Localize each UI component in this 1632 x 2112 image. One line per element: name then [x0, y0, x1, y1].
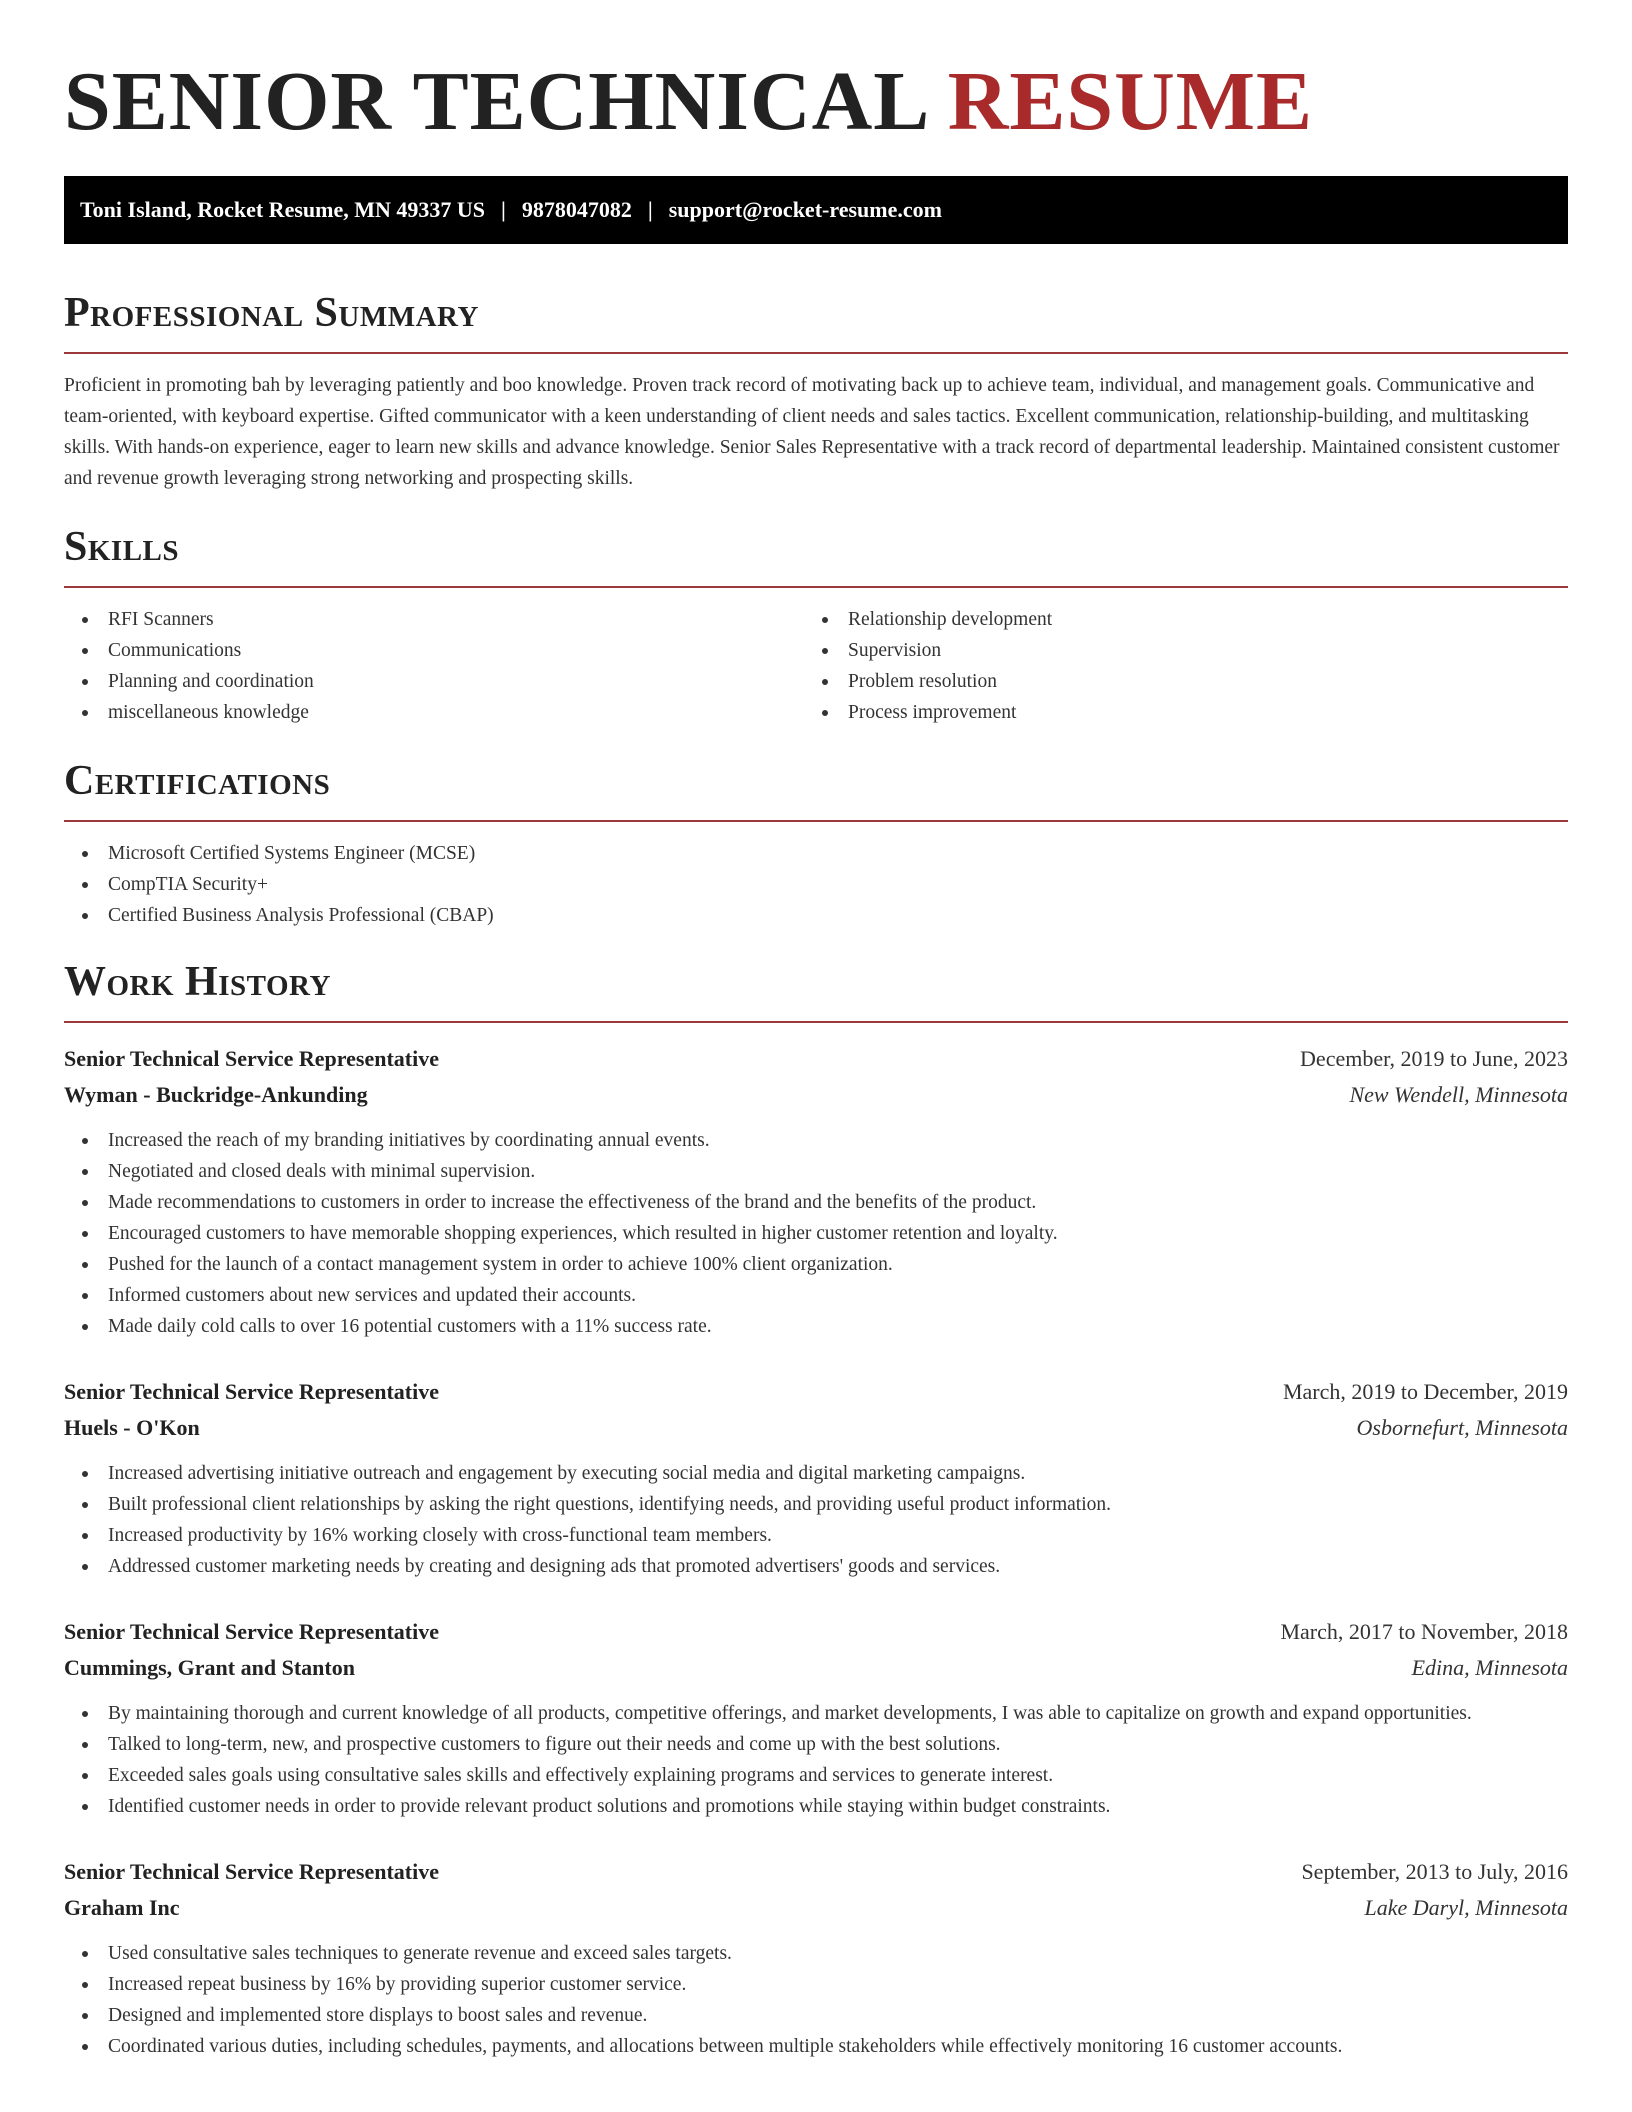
job-dates: September, 2013 to July, 2016: [1301, 1859, 1568, 1884]
job-header-row: [64, 1374, 1568, 1410]
summary-section: [64, 288, 1568, 494]
job-bullet: Exceeded sales goals using consultative sales skills and effectively explaining programs and services to generate interest.: [64, 1760, 1568, 1791]
resume-title: [64, 52, 1568, 152]
job-dates: March, 2019 to December, 2019: [1282, 1379, 1568, 1404]
certifications-section: [64, 756, 1568, 931]
contact-separator: |: [647, 197, 653, 222]
skills-heading: Skills: [64, 524, 180, 570]
job-location: Lake Daryl, Minnesota: [1364, 1895, 1568, 1920]
job-bullet: Negotiated and closed deals with minimal supervision.: [64, 1156, 1568, 1187]
job-bullet: Identified customer needs in order to provide relevant product solutions and promotions while staying within budget constraints.: [64, 1791, 1568, 1822]
certifications-list: [64, 838, 1568, 931]
job-company-row: [64, 1077, 1568, 1113]
job-bullet: Designed and implemented store displays to boost sales and revenue.: [64, 2000, 1568, 2031]
job-bullet: Increased productivity by 16% working closely with cross-functional team members.: [64, 1520, 1568, 1551]
skill-item: Supervision: [804, 635, 1544, 666]
title-main: SENIOR TECHNICAL: [64, 55, 926, 148]
job-dates: March, 2017 to November, 2018: [1280, 1619, 1568, 1644]
contact-separator: |: [501, 197, 506, 222]
job-bullet: Increased the reach of my branding initiatives by coordinating annual events.: [64, 1125, 1568, 1156]
job-title: Senior Technical Service Representative: [64, 1859, 439, 1884]
job-location: Osbornefurt, Minnesota: [1356, 1415, 1568, 1440]
job-bullets: [64, 1125, 1568, 1342]
job-bullets: [64, 1458, 1568, 1582]
job-bullet: Coordinated various duties, including schedules, payments, and allocations between multiple stakeholders while effectively monitoring 16 customer accounts.: [64, 2031, 1568, 2062]
job-bullet: Made daily cold calls to over 16 potential customers with a 11% success rate.: [64, 1311, 1568, 1342]
summary-text: Proficient in promoting bah by leveraging patiently and boo knowledge. Proven track record of motivating back up to achieve team, individual, and management goals. Communicative and team-oriented, with keyboard expertise. Gifted communicator with a keen understanding of client needs and sales tactics. Excellent communication, relationship-building, and multitasking skills. With hands-on experience, eager to learn new skills and advance knowledge. Senior Sales Representative with a track record of departmental leadership. Maintained consistent customer and revenue growth leveraging strong networking and prospecting skills.: [64, 375, 1560, 489]
certifications-heading: Certifications: [64, 758, 331, 804]
job-title: Senior Technical Service Representative: [64, 1046, 439, 1071]
job-dates: December, 2019 to June, 2023: [1300, 1046, 1568, 1071]
job-bullet: Pushed for the launch of a contact management system in order to achieve 100% client organization.: [64, 1249, 1568, 1280]
job-company: Graham Inc: [64, 1895, 180, 1920]
section-divider: [64, 1021, 1568, 1023]
certification-item: Certified Business Analysis Professional (CBAP): [64, 900, 1568, 931]
job-company: Huels - O'Kon: [64, 1415, 200, 1440]
job-header-row: [64, 1614, 1568, 1650]
job-header-row: [64, 1854, 1568, 1890]
section-divider: [64, 586, 1568, 588]
job-bullet: Talked to long-term, new, and prospective customers to figure out their needs and come up with the best solutions.: [64, 1729, 1568, 1760]
work-history-section: [64, 957, 1568, 2062]
job-location: Edina, Minnesota: [1411, 1655, 1568, 1680]
skill-item: Problem resolution: [804, 666, 1544, 697]
job-bullets: [64, 1938, 1568, 2062]
job-bullet: Made recommendations to customers in order to increase the effectiveness of the brand and the benefits of the product.: [64, 1187, 1568, 1218]
skills-grid: [64, 604, 1568, 728]
skill-item: RFI Scanners: [64, 604, 804, 635]
contact-email: support@rocket-resume.com: [668, 197, 942, 222]
job-bullet: Encouraged customers to have memorable shopping experiences, which resulted in higher customer retention and loyalty.: [64, 1218, 1568, 1249]
job-company: Wyman - Buckridge-Ankunding: [64, 1082, 368, 1107]
job-company-row: [64, 1410, 1568, 1446]
job-bullet: Increased repeat business by 16% by providing superior customer service.: [64, 1969, 1568, 2000]
job-bullets: [64, 1698, 1568, 1822]
job-location: New Wendell, Minnesota: [1349, 1082, 1568, 1107]
certification-item: Microsoft Certified Systems Engineer (MCSE): [64, 838, 1568, 869]
contact-phone: 9878047082: [521, 197, 632, 222]
job-title: Senior Technical Service Representative: [64, 1619, 439, 1644]
job-bullet: Increased advertising initiative outreach and engagement by executing social media and digital marketing campaigns.: [64, 1458, 1568, 1489]
skill-item: miscellaneous knowledge: [64, 697, 804, 728]
job-entry: [64, 1614, 1568, 1822]
skills-column-left: [64, 604, 804, 728]
job-entry: [64, 1374, 1568, 1582]
job-entry: [64, 1854, 1568, 2062]
certification-item: CompTIA Security+: [64, 869, 1568, 900]
job-bullet: Informed customers about new services and updated their accounts.: [64, 1280, 1568, 1311]
skills-section: [64, 522, 1568, 728]
skill-item: Planning and coordination: [64, 666, 804, 697]
job-bullet: Built professional client relationships by asking the right questions, identifying needs, and providing useful product information.: [64, 1489, 1568, 1520]
section-divider: [64, 820, 1568, 822]
title-accent: RESUME: [947, 55, 1314, 148]
skill-item: Relationship development: [804, 604, 1544, 635]
job-bullet: Used consultative sales techniques to generate revenue and exceed sales targets.: [64, 1938, 1568, 1969]
job-title: Senior Technical Service Representative: [64, 1379, 439, 1404]
job-header-row: [64, 1041, 1568, 1077]
job-bullet: By maintaining thorough and current knowledge of all products, competitive offerings, and market developments, I was able to capitalize on growth and expand opportunities.: [64, 1698, 1568, 1729]
job-bullet: Addressed customer marketing needs by creating and designing ads that promoted advertisers' goods and services.: [64, 1551, 1568, 1582]
skill-item: Communications: [64, 635, 804, 666]
contact-address: Toni Island, Rocket Resume, MN 49337 US: [80, 197, 486, 222]
job-company-row: [64, 1650, 1568, 1686]
work-history-heading: Work History: [64, 959, 331, 1005]
job-company-row: [64, 1890, 1568, 1926]
job-company: Cummings, Grant and Stanton: [64, 1655, 355, 1680]
summary-heading: Professional Summary: [64, 290, 479, 336]
job-entry: [64, 1041, 1568, 1342]
skills-column-right: [804, 604, 1544, 728]
skill-item: Process improvement: [804, 697, 1544, 728]
contact-bar: [64, 176, 1568, 244]
section-divider: [64, 352, 1568, 354]
